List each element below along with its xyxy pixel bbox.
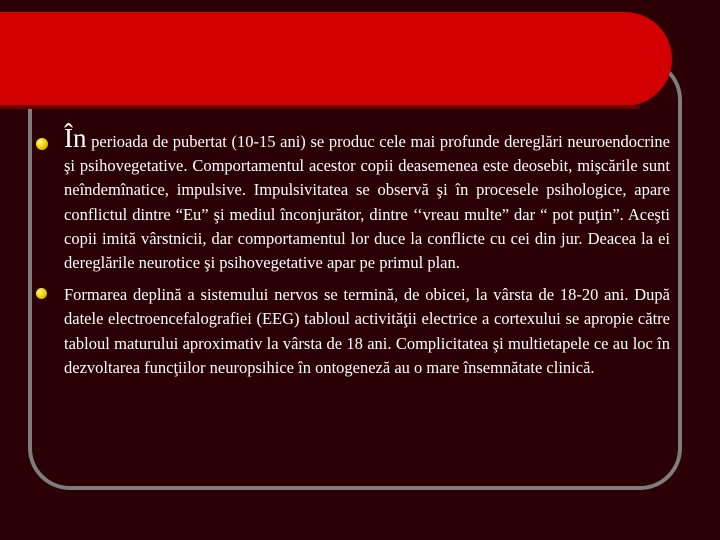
bullet-text xyxy=(64,123,670,275)
bullet-text: Formarea deplină a sistemului nervos se termină, de obicei, la vârsta de 18-20 ani. După datele electroencefalografiei (EEG) tabloul activităţii electrice a cortexului se apropie către tabloul maturului aproximativ la vârsta de 18 ani. Complicitatea şi multietapele ce au loc în dezvoltarea funcţiilor neuropsihice în ontogeneză au o mare însemnătate clinică. xyxy=(64,285,670,377)
bullet-lead-word: În xyxy=(64,123,87,153)
slide-content xyxy=(36,123,670,388)
bullet-dot-icon xyxy=(36,138,48,150)
title-underline xyxy=(0,105,640,109)
bullet-dot-icon xyxy=(36,288,47,299)
bullet-item xyxy=(36,283,670,380)
bullet-item xyxy=(36,123,670,275)
title-banner xyxy=(0,12,672,106)
bullet-body: perioada de pubertat (10-15 ani) se produc cele mai profunde dereglări neuroendocrine şi psihovegetative. Comportamentul acestor copii deasemenea este deosebit, mişcările sunt neîndemînatice, impulsive. Impulsivitatea se observă şi în procesele psihologice, apare conflictul dintre “Eu” şi mediul înconjurător, dintre ‘‘vreau multe” dar “ pot puţin”. Aceşti copii imită vârstnicii, dar comportamentul lor duce la conflicte cu cei din jur. Deacea la ei dereglările neurotice şi psihovegetative apar pe primul plan. xyxy=(64,132,670,273)
